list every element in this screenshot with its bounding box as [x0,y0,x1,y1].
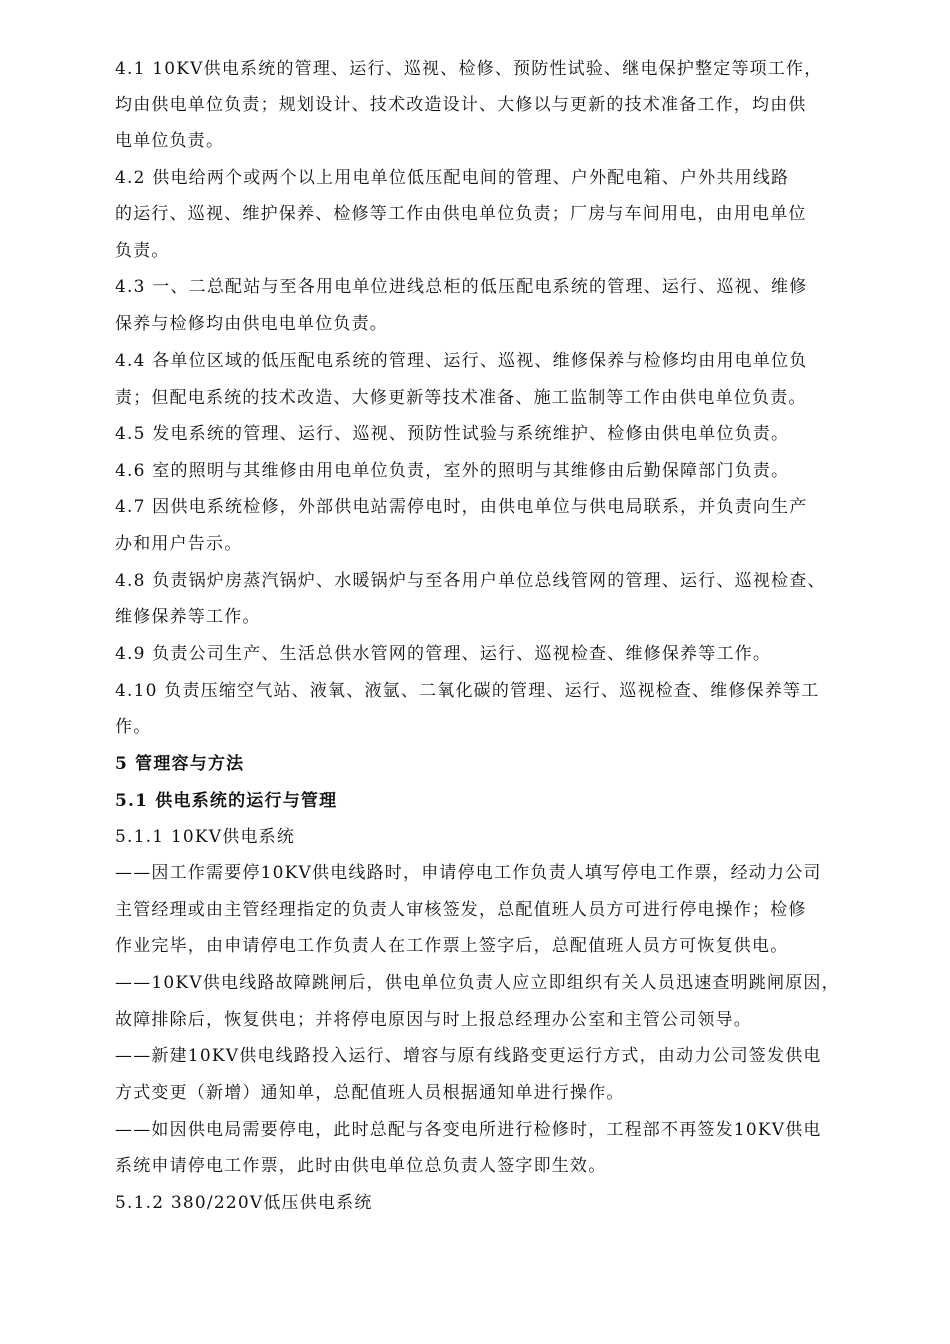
text-line: 作。 [115,717,152,737]
text-line: 电单位负责。 [115,131,225,151]
text-line: 系统申请停电工作票，此时由供电单位总负责人签字即生效。 [115,1156,607,1176]
text-line: 4.4 各单位区域的低压配电系统的管理、运行、巡视、维修保养与检修均由用电单位负 [115,351,808,371]
text-line: 维修保养等工作。 [115,607,261,627]
text-line: 4.2 供电给两个或两个以上用电单位低压配电间的管理、户外配电箱、户外共用线路 [115,168,790,188]
text-line: ——因工作需要停10KV供电线路时，申请停电工作负责人填写停电工作票，经动力公司 [115,863,822,883]
text-line: 的运行、巡视、维护保养、检修等工作由供电单位负责；厂房与车间用电，由用电单位 [115,204,807,224]
text-line: 保养与检修均由供电电单位负责。 [115,314,388,334]
text-line: 4.9 负责公司生产、生活总供水管网的管理、运行、巡视检查、维修保养等工作。 [115,644,772,664]
text-line: 方式变更（新增）通知单，总配值班人员根据通知单进行操作。 [115,1083,625,1103]
text-line: 办和用户告示。 [115,534,243,554]
text-line: 4.10 负责压缩空气站、液氧、液氩、二氧化碳的管理、运行、巡视检查、维修保养等工 [115,681,820,701]
text-line: 4.8 负责锅炉房蒸汽锅炉、水暖锅炉与至各用户单位总线管网的管理、运行、巡视检查、 [115,571,826,591]
text-line: 负责。 [115,241,170,261]
text-line: 4.5 发电系统的管理、运行、巡视、预防性试验与系统维护、检修由供电单位负责。 [115,424,790,444]
text-line: ——10KV供电线路故障跳闸后，供电单位负责人应立即组织有关人员迅速查明跳闸原因， [115,973,840,993]
text-line: 主管经理或由主管经理指定的负责人审核签发，总配值班人员方可进行停电操作；检修 [115,900,807,920]
text-line: ——如因供电局需要停电，此时总配与各变电所进行检修时，工程部不再签发10KV供电 [115,1120,822,1140]
text-line: 4.6 室的照明与其维修由用电单位负责，室外的照明与其维修由后勤保障部门负责。 [115,461,790,481]
section-heading: 5 管理容与方法 [115,754,245,774]
text-line: 故障排除后，恢复供电；并将停电原因与时上报总经理办公室和主管公司领导。 [115,1010,752,1030]
text-line: 4.3 一、二总配站与至各用电单位进线总柜的低压配电系统的管理、运行、巡视、维修 [115,277,808,297]
subsubsection-heading: 5.1.1 10KV供电系统 [115,827,296,847]
text-line: 4.1 10KV供电系统的管理、运行、巡视、检修、预防性试验、继电保护整定等项工作， [115,59,823,79]
text-line: 4.7 因供电系统检修，外部供电站需停电时，由供电单位与供电局联系，并负责向生产 [115,497,808,517]
subsection-heading: 5.1 供电系统的运行与管理 [115,791,338,811]
subsubsection-heading: 5.1.2 380/220V低压供电系统 [115,1193,373,1213]
text-line: 作业完毕，由申请停电工作负责人在工作票上签字后，总配值班人员方可恢复供电。 [115,936,789,956]
text-line: 责；但配电系统的技术改造、大修更新等技术准备、施工监制等工作由供电单位负责。 [115,388,807,408]
text-line: ——新建10KV供电线路投入运行、增容与原有线路变更运行方式，由动力公司签发供电 [115,1046,822,1066]
text-line: 均由供电单位负责；规划设计、技术改造设计、大修以与更新的技术准备工作，均由供 [115,95,807,115]
